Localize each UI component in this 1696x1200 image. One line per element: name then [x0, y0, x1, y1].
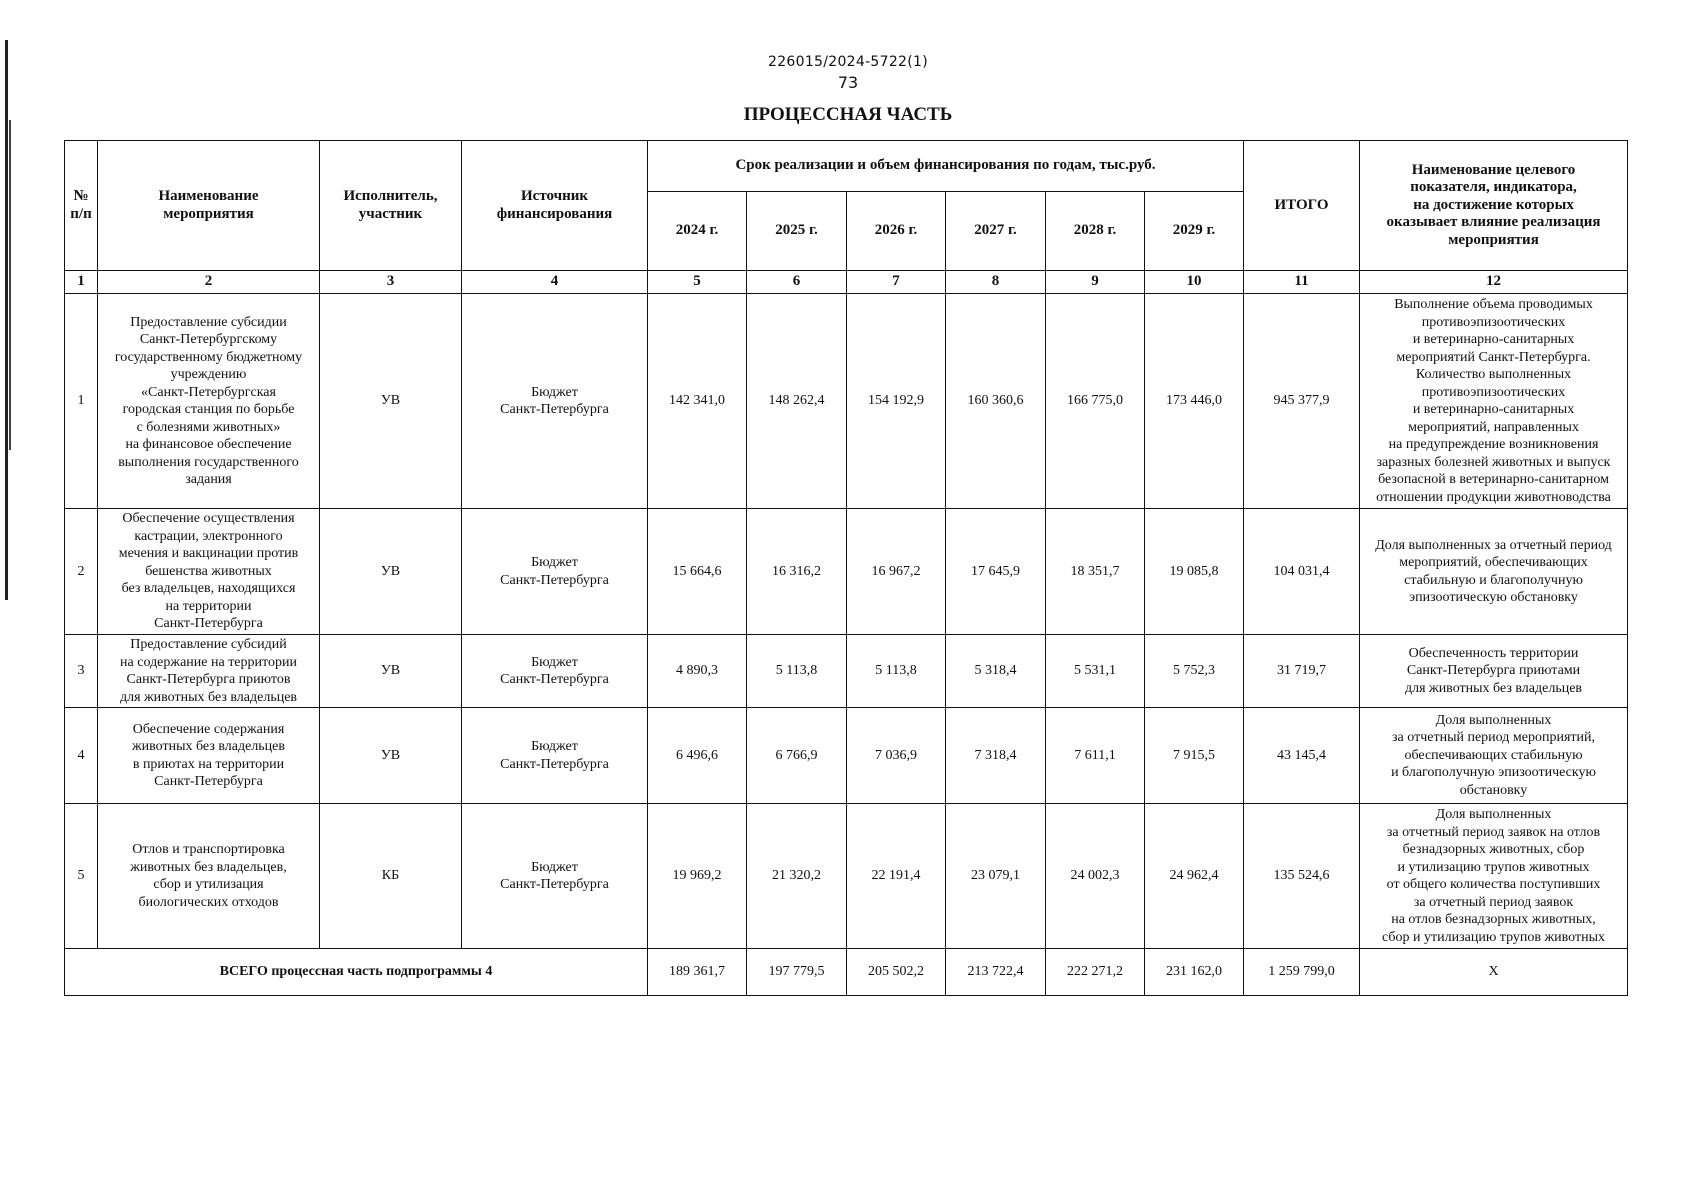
year-value: 19 085,8 — [1145, 509, 1244, 635]
total-year-value: 197 779,5 — [747, 949, 847, 996]
year-value: 7 611,1 — [1046, 708, 1145, 804]
row-number: 3 — [65, 635, 98, 708]
header-year: 2028 г. — [1046, 192, 1145, 271]
year-value: 7 318,4 — [946, 708, 1046, 804]
year-value: 15 664,6 — [648, 509, 747, 635]
row-number: 1 — [65, 294, 98, 509]
total-year-value: 231 162,0 — [1145, 949, 1244, 996]
scan-margin-line — [9, 120, 11, 450]
table-row — [65, 708, 1628, 804]
executor: УВ — [320, 708, 462, 804]
year-value: 16 316,2 — [747, 509, 847, 635]
column-number: 1 — [65, 271, 98, 294]
funding-source: Бюджет Санкт-Петербурга — [462, 294, 648, 509]
year-value: 160 360,6 — [946, 294, 1046, 509]
funding-source: Бюджет Санкт-Петербурга — [462, 509, 648, 635]
indicator: Доля выполненных за отчетный период заявок на отлов безнадзорных животных, сбор и утилизацию трупов животных от общего количества поступивших за отчетный период заявок на отлов безнадзорных животных, сбор и утилизацию трупов животных — [1360, 804, 1628, 949]
row-number: 2 — [65, 509, 98, 635]
year-value: 22 191,4 — [847, 804, 946, 949]
executor: УВ — [320, 509, 462, 635]
year-value: 166 775,0 — [1046, 294, 1145, 509]
year-value: 5 752,3 — [1145, 635, 1244, 708]
activity-name: Предоставление субсидий на содержание на территории Санкт-Петербурга приютов для животных без владельцев — [98, 635, 320, 708]
column-number: 10 — [1145, 271, 1244, 294]
header-executor: Исполнитель, участник — [320, 141, 462, 271]
year-value: 19 969,2 — [648, 804, 747, 949]
column-number: 9 — [1046, 271, 1145, 294]
indicator: Доля выполненных за отчетный период мероприятий, обеспечивающих стабильную и благополучную эпизоотическую обстановку — [1360, 708, 1628, 804]
column-number: 2 — [98, 271, 320, 294]
header-year: 2026 г. — [847, 192, 946, 271]
total-year-value: 205 502,2 — [847, 949, 946, 996]
document-number: 226015/2024-5722(1) — [767, 54, 928, 70]
grand-total: 1 259 799,0 — [1244, 949, 1360, 996]
year-value: 7 915,5 — [1145, 708, 1244, 804]
year-value: 24 962,4 — [1145, 804, 1244, 949]
year-value: 24 002,3 — [1046, 804, 1145, 949]
executor: КБ — [320, 804, 462, 949]
column-number: 12 — [1360, 271, 1628, 294]
activity-name: Отлов и транспортировка животных без владельцев, сбор и утилизация биологических отходов — [98, 804, 320, 949]
column-number: 4 — [462, 271, 648, 294]
column-number: 3 — [320, 271, 462, 294]
total-row — [65, 949, 1628, 996]
executor: УВ — [320, 635, 462, 708]
header-total: ИТОГО — [1244, 141, 1360, 271]
row-number: 5 — [65, 804, 98, 949]
activity-name: Обеспечение осуществления кастрации, электронного мечения и вакцинации против бешенства животных без владельцев, находящихся на территории Санкт-Петербурга — [98, 509, 320, 635]
year-value: 5 113,8 — [747, 635, 847, 708]
year-value: 154 192,9 — [847, 294, 946, 509]
activity-name: Предоставление субсидии Санкт-Петербургскому государственному бюджетному учреждению «Санкт-Петербургская городская станция по борьбе с болезнями животных» на финансовое обеспечение выполнения государственного задания — [98, 294, 320, 509]
indicator: Обеспеченность территории Санкт-Петербурга приютами для животных без владельцев — [1360, 635, 1628, 708]
year-value: 173 446,0 — [1145, 294, 1244, 509]
header-year: 2024 г. — [648, 192, 747, 271]
total-year-value: 189 361,7 — [648, 949, 747, 996]
year-value: 148 262,4 — [747, 294, 847, 509]
column-number-row — [65, 271, 1628, 294]
row-total: 104 031,4 — [1244, 509, 1360, 635]
year-value: 18 351,7 — [1046, 509, 1145, 635]
row-total: 135 524,6 — [1244, 804, 1360, 949]
header-number: № п/п — [65, 141, 98, 271]
table-row — [65, 635, 1628, 708]
executor: УВ — [320, 294, 462, 509]
total-indicator: Х — [1360, 949, 1628, 996]
header-indicator: Наименование целевого показателя, индикатора, на достижение которых оказывает влияние реализация мероприятия — [1360, 141, 1628, 271]
header-period: Срок реализации и объем финансирования по годам, тыс.руб. — [648, 141, 1244, 192]
process-table — [64, 140, 1628, 996]
row-total: 31 719,7 — [1244, 635, 1360, 708]
header-activity-name: Наименование мероприятия — [98, 141, 320, 271]
table-row — [65, 509, 1628, 635]
header-year: 2029 г. — [1145, 192, 1244, 271]
column-number: 11 — [1244, 271, 1360, 294]
indicator: Выполнение объема проводимых противоэпизоотических и ветеринарно-санитарных мероприятий Санкт-Петербурга. Количество выполненных противоэпизоотических и ветеринарно-санитарных мероприятий, направленных на предупреждение возникновения заразных болезней животных и выпуск безопасной в ветеринарно-санитарном отношении продукции животноводства — [1360, 294, 1628, 509]
year-value: 17 645,9 — [946, 509, 1046, 635]
year-value: 23 079,1 — [946, 804, 1046, 949]
year-value: 6 496,6 — [648, 708, 747, 804]
column-number: 6 — [747, 271, 847, 294]
year-value: 16 967,2 — [847, 509, 946, 635]
header-year: 2027 г. — [946, 192, 1046, 271]
header-year: 2025 г. — [747, 192, 847, 271]
year-value: 4 890,3 — [648, 635, 747, 708]
header-funding-source: Источник финансирования — [462, 141, 648, 271]
year-value: 6 766,9 — [747, 708, 847, 804]
total-year-value: 222 271,2 — [1046, 949, 1145, 996]
column-number: 8 — [946, 271, 1046, 294]
year-value: 5 531,1 — [1046, 635, 1145, 708]
activity-name: Обеспечение содержания животных без владельцев в приютах на территории Санкт-Петербурга — [98, 708, 320, 804]
row-number: 4 — [65, 708, 98, 804]
table-row — [65, 294, 1628, 509]
indicator: Доля выполненных за отчетный период мероприятий, обеспечивающих стабильную и благополучную эпизоотическую обстановку — [1360, 509, 1628, 635]
funding-source: Бюджет Санкт-Петербурга — [462, 804, 648, 949]
row-total: 945 377,9 — [1244, 294, 1360, 509]
total-year-value: 213 722,4 — [946, 949, 1046, 996]
year-value: 21 320,2 — [747, 804, 847, 949]
year-value: 5 113,8 — [847, 635, 946, 708]
year-value: 5 318,4 — [946, 635, 1046, 708]
year-value: 7 036,9 — [847, 708, 946, 804]
column-number: 5 — [648, 271, 747, 294]
page-number: 73 — [837, 73, 859, 92]
page-heading: ПРОЦЕССНАЯ ЧАСТЬ — [743, 104, 953, 125]
funding-source: Бюджет Санкт-Петербурга — [462, 708, 648, 804]
table-row — [65, 804, 1628, 949]
total-label: ВСЕГО процессная часть подпрограммы 4 — [65, 949, 648, 996]
funding-source: Бюджет Санкт-Петербурга — [462, 635, 648, 708]
year-value: 142 341,0 — [648, 294, 747, 509]
header-row — [65, 141, 1628, 192]
row-total: 43 145,4 — [1244, 708, 1360, 804]
column-number: 7 — [847, 271, 946, 294]
